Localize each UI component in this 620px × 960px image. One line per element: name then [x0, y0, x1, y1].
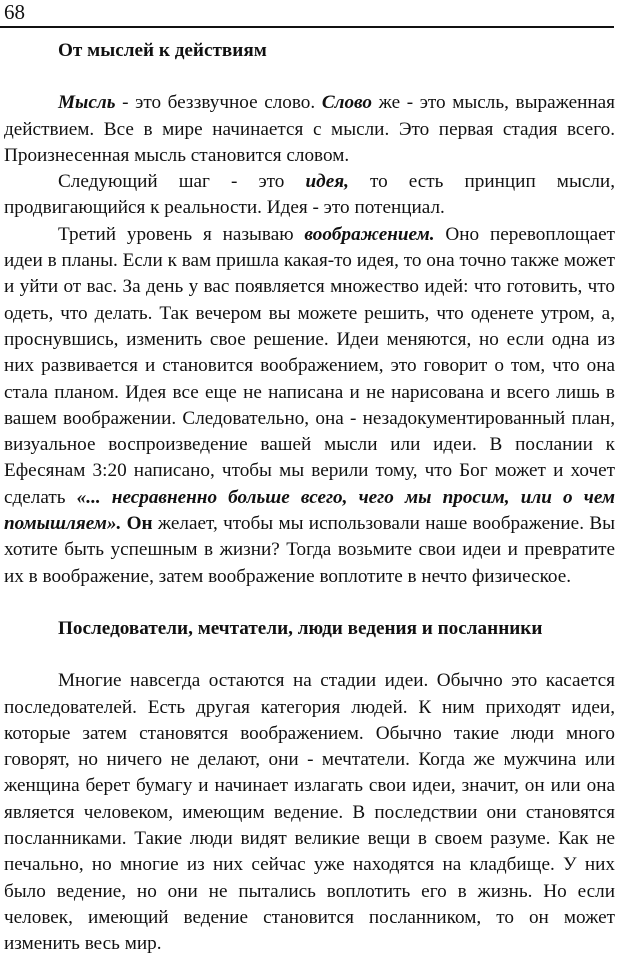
paragraph-imagination [4, 222, 615, 590]
emphasis-idea: идея, [305, 171, 349, 193]
paragraph-idea [4, 169, 615, 222]
emphasis-imagination: воображением. [304, 223, 435, 245]
spacer [4, 64, 615, 90]
text-run: то есть принцип мысли, продвигающийся к реальности. Идея - это потенциал. [4, 171, 615, 219]
text-run: - это беззвучное слово. [115, 92, 322, 114]
page-number: 68 [4, 0, 25, 24]
text-run: Следующий шаг - это [58, 171, 306, 193]
text-run: Третий уровень я называю [58, 223, 305, 245]
text-run: Оно перевоплощает идеи в планы. Если к вам пришла какая-то идея, то она точно также может и уйти от вас. За день у вас появляется множество идей: что готовить, что одеть, что делать. Так вечером вы можете решить, что оденете утром, а, проснувшись, изменить свое решение. Идеи меняются, но если одна из них развивается и становится воображением, это говорит о том, что она стала планом. Идея все еще не написана и не нарисована и всего лишь в вашем воображении. Следовательно, она - незадокументированный план, визуальное воспроизведение вашей мысли или идеи. В послании к Ефесянам 3:20 написано, чтобы мы верили тому, что Бог может и хочет сделать [4, 223, 615, 508]
paragraph-thought [4, 90, 615, 169]
section-heading-thoughts-to-actions: От мыслей к действиям [58, 40, 267, 61]
section-heading-followers-dreamers: Последователи, мечтатели, люди ведения и посланники [58, 617, 543, 639]
scripture-quote: «... несравненно больше всего, чего мы просим, или о чем помышляем». [4, 486, 615, 535]
header-rule [0, 26, 614, 28]
spacer [4, 590, 615, 616]
emphasis-word: Слово [321, 92, 372, 114]
page-content [4, 38, 615, 958]
spacer [4, 642, 615, 668]
text-run: желает, чтобы мы использовали наше воображение. Вы хотите быть успешным в жизни? Тогда возьмите свои идеи и превратите их в воображение, затем воображение воплотите в нечто физическое. [4, 513, 616, 587]
text-run: же - это мысль, выраженная действием. Все в мире начинается с мысли. Это первая стадия всего. Произнесенная мысль становится словом. [4, 92, 615, 166]
paragraph-followers: Многие навсегда остаются на стадии идеи. Обычно это касается последователей. Есть другая категория людей. К ним приходят идеи, которые затем становятся воображением. Обычно такие люди много говорят, но ничего не делают, они - мечтатели. Когда же мужчина или женщина берет бумагу и начинает излагать свои идеи, значит, он или она является человеком, имеющим ведение. В последствии они становятся посланниками. Такие люди видят великие вещи в своем разуме. Как не печально, но многие из них сейчас уже находятся на кладбище. У них было ведение, но они не пытались воплотить его в жизнь. Но если человек, имеющий ведение становится посланником, то он может изменить весь мир. [4, 670, 615, 955]
emphasis-he: Он [126, 513, 153, 535]
emphasis-thought: Мысль [58, 92, 116, 114]
